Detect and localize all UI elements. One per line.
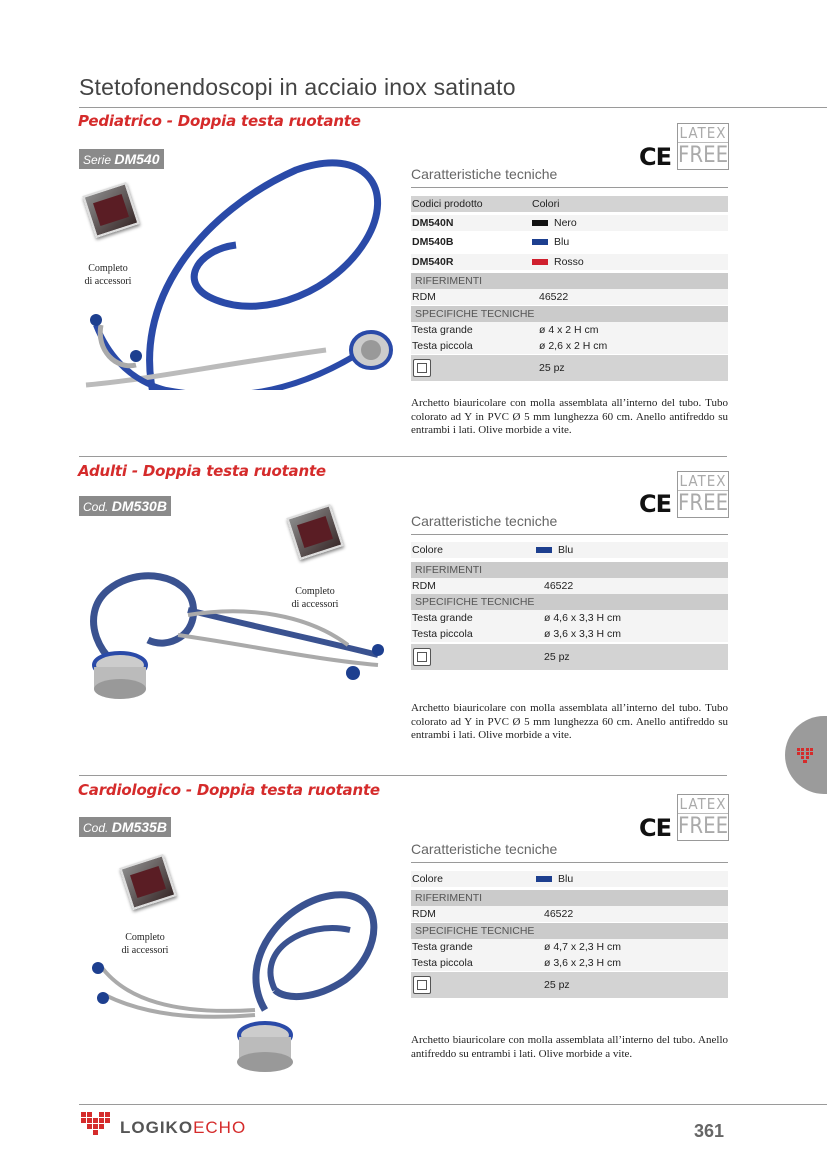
section-divider	[79, 456, 727, 457]
code-value: DM540	[114, 151, 160, 167]
color-swatch	[532, 259, 548, 265]
specifiche-label: SPECIFICHE TECNICHE	[415, 596, 535, 608]
riferimenti-band	[411, 273, 728, 289]
accessori-line1: Completo	[125, 932, 165, 943]
latex-line1: LATEX	[679, 472, 727, 490]
testa-grande-value: ø 4,7 x 2,3 H cm	[544, 941, 622, 953]
latex-line1: LATEX	[679, 124, 727, 142]
color-name: Blu	[554, 236, 570, 248]
table-row	[411, 972, 728, 998]
rdm-value: 46522	[544, 580, 574, 592]
ce-mark-icon: CE	[639, 490, 672, 518]
latex-line2: FREE	[678, 491, 729, 516]
spec-table-3	[411, 871, 728, 1001]
table-row	[411, 939, 728, 955]
table-row	[411, 355, 728, 381]
code-value: DM535B	[111, 819, 167, 835]
table-row	[411, 610, 728, 626]
ce-mark-icon: CE	[639, 143, 672, 171]
riferimenti-label: RIFERIMENTI	[415, 564, 483, 576]
box-icon	[413, 648, 431, 666]
accessori-line2: di accessori	[291, 599, 339, 610]
accessory-case-image	[286, 504, 343, 560]
color-swatch	[532, 220, 548, 226]
latex-line2: FREE	[678, 143, 729, 168]
stethoscope-cardiology-photo	[85, 890, 385, 1080]
latex-free-badge	[677, 794, 729, 841]
testa-piccola-label: Testa piccola	[412, 957, 473, 969]
table-row	[411, 215, 728, 231]
accessori-line1: Completo	[295, 586, 335, 597]
table-row	[411, 626, 728, 642]
specifiche-band	[411, 306, 728, 322]
logo-part1: LOGIKO	[120, 1118, 194, 1137]
table-row	[411, 338, 728, 354]
footer-divider	[79, 1104, 827, 1105]
pack-value: 25 pz	[544, 651, 570, 663]
color-swatch	[536, 547, 552, 553]
title-divider	[79, 107, 827, 108]
testa-piccola-value: ø 3,6 x 3,3 H cm	[544, 628, 622, 640]
stethoscope-adult-photo	[78, 555, 398, 710]
rdm-label: RDM	[412, 291, 436, 303]
table-row	[411, 955, 728, 971]
code-prefix: Serie	[83, 153, 112, 167]
heart-pixel-logo-icon	[79, 1110, 113, 1142]
colore-label: Colore	[412, 873, 443, 885]
section-title-adulti: Adulti - Doppia testa ruotante	[78, 462, 326, 480]
product-code: DM540R	[412, 256, 454, 268]
product-description: Archetto biauricolare con molla assemblata all’interno del tubo. Tubo colorato ad Y in PVC Ø 5 mm lunghezza 60 cm. Anello antifreddo su entrambi i lati. Olive morbide a vite.	[411, 397, 728, 436]
tech-title: Caratteristiche tecniche	[411, 841, 558, 857]
product-code: DM540B	[412, 236, 454, 248]
product-code-badge	[79, 817, 171, 837]
testa-piccola-label: Testa piccola	[412, 628, 473, 640]
table-row	[411, 254, 728, 270]
riferimenti-band	[411, 562, 728, 578]
testa-grande-label: Testa grande	[412, 612, 473, 624]
code-value: DM530B	[111, 498, 167, 514]
accessori-line2: di accessori	[84, 276, 132, 287]
rdm-value: 46522	[544, 908, 574, 920]
product-code-badge	[79, 496, 171, 516]
rdm-value: 46522	[539, 291, 569, 303]
tech-title: Caratteristiche tecniche	[411, 513, 558, 529]
heart-pixel-icon	[795, 745, 815, 765]
specifiche-label: SPECIFICHE TECNICHE	[415, 308, 535, 320]
page-title: Stetofonendoscopi in acciaio inox satinato	[79, 74, 516, 100]
product-description: Archetto biauricolare con molla assemblata all’interno del tubo. Tubo colorato ad Y in PVC Ø 5 mm lunghezza 60 cm. Anello antifreddo su entrambi i lati. Olive morbide a vite.	[411, 702, 728, 741]
ce-mark-icon: CE	[639, 814, 672, 842]
table-row	[411, 322, 728, 338]
code-prefix: Cod.	[83, 821, 109, 835]
spec-table-2	[411, 542, 728, 672]
table-row	[411, 234, 728, 250]
testa-grande-value: ø 4 x 2 H cm	[539, 324, 599, 336]
testa-grande-value: ø 4,6 x 3,3 H cm	[544, 612, 622, 624]
latex-free-badge	[677, 471, 729, 518]
box-icon	[413, 976, 431, 994]
code-prefix: Cod.	[83, 500, 109, 514]
logo-wordmark	[120, 1118, 246, 1138]
rdm-label: RDM	[412, 580, 436, 592]
spec-table-1	[411, 196, 728, 386]
page-number: 361	[694, 1121, 725, 1141]
tech-divider	[411, 534, 728, 535]
table-row	[411, 644, 728, 670]
logo-part2: ECHO	[193, 1118, 247, 1137]
product-code: DM540N	[412, 217, 454, 229]
header-codici: Codici prodotto	[412, 198, 483, 210]
table-row	[411, 289, 728, 305]
table-row	[411, 196, 728, 212]
latex-free-badge	[677, 123, 729, 170]
header-colori: Colori	[532, 198, 560, 210]
testa-grande-label: Testa grande	[412, 324, 473, 336]
table-row	[411, 542, 728, 558]
accessori-line2: di accessori	[121, 945, 169, 956]
box-icon	[413, 359, 431, 377]
specifiche-label: SPECIFICHE TECNICHE	[415, 925, 535, 937]
pack-value: 25 pz	[544, 979, 570, 991]
rdm-label: RDM	[412, 908, 436, 920]
latex-line2: FREE	[678, 814, 729, 839]
color-name: Blu	[558, 544, 574, 556]
color-name: Blu	[558, 873, 574, 885]
riferimenti-label: RIFERIMENTI	[415, 892, 483, 904]
specifiche-band	[411, 594, 728, 610]
color-swatch	[532, 239, 548, 245]
colore-label: Colore	[412, 544, 443, 556]
color-name: Rosso	[554, 256, 584, 268]
table-row	[411, 906, 728, 922]
latex-line1: LATEX	[679, 795, 727, 813]
accessori-label	[78, 262, 138, 288]
testa-grande-label: Testa grande	[412, 941, 473, 953]
accessori-label	[285, 585, 345, 611]
section-divider	[79, 775, 727, 776]
pack-value: 25 pz	[539, 362, 565, 374]
tech-title: Caratteristiche tecniche	[411, 166, 558, 182]
testa-piccola-value: ø 3,6 x 2,3 H cm	[544, 957, 622, 969]
tech-divider	[411, 862, 728, 863]
testa-piccola-value: ø 2,6 x 2 H cm	[539, 340, 608, 352]
tech-divider	[411, 187, 728, 188]
table-row	[411, 871, 728, 887]
specifiche-band	[411, 923, 728, 939]
accessori-line1: Completo	[88, 263, 128, 274]
color-swatch	[536, 876, 552, 882]
riferimenti-label: RIFERIMENTI	[415, 275, 483, 287]
color-name: Nero	[554, 217, 577, 229]
riferimenti-band	[411, 890, 728, 906]
section-title-cardiologico: Cardiologico - Doppia testa ruotante	[78, 781, 380, 799]
product-description: Archetto biauricolare con molla assemblata all’interno del tubo. Anello antifreddo su entrambi i lati. Olive morbide a vite.	[411, 1034, 728, 1060]
testa-piccola-label: Testa piccola	[412, 340, 473, 352]
section-title-pediatrico: Pediatrico - Doppia testa ruotante	[78, 112, 361, 130]
table-row	[411, 578, 728, 594]
accessori-label	[115, 931, 175, 957]
